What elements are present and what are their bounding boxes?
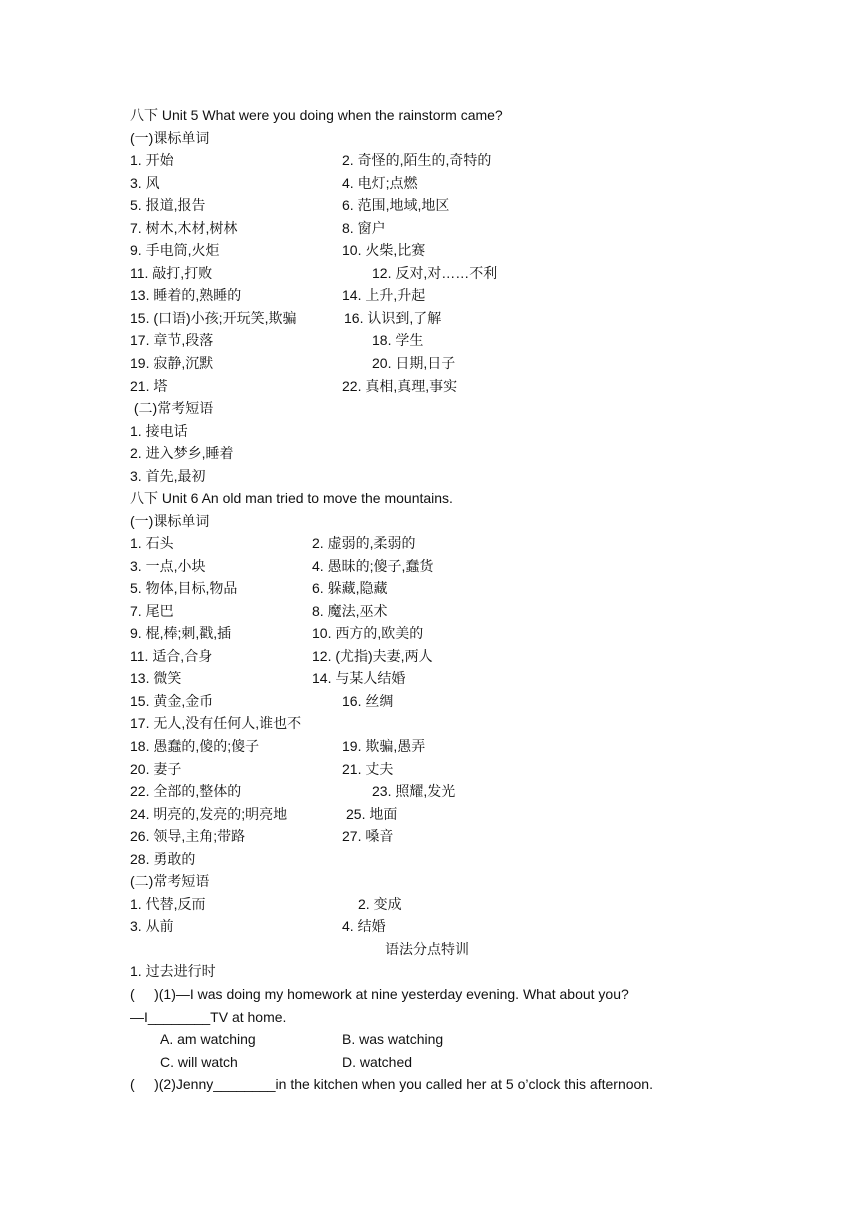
- word-row: [130, 556, 434, 576]
- word-item: 14. 上升,升起: [342, 287, 426, 303]
- phrase-item: 1. 接电话: [130, 423, 188, 439]
- option-d: D. watched: [342, 1054, 413, 1070]
- unit5-phrases-heading: (二)常考短语: [130, 400, 214, 416]
- word-item: 12. 反对,对……不利: [372, 265, 498, 281]
- word-item: 3. 风: [130, 175, 160, 191]
- unit6-title: 八下 Unit 6 An old man tried to move the mountains.: [130, 490, 453, 506]
- word-item: 15. (口语)小孩;开玩笑,欺骗: [130, 310, 297, 326]
- word-row: [130, 691, 394, 711]
- question-2: ( )(2)Jenny________in the kitchen when you called her at 5 o’clock this afternoon.: [130, 1076, 653, 1092]
- word-item: 15. 黄金,金币: [130, 693, 214, 709]
- word-row: [130, 353, 456, 373]
- word-row: [130, 849, 195, 869]
- word-item: 17. 章节,段落: [130, 332, 214, 348]
- word-item: 28. 勇敢的: [130, 851, 196, 867]
- options-row: [130, 1029, 444, 1049]
- word-item: 17. 无人,没有任何人,谁也不: [130, 715, 302, 731]
- unit5-words-heading: (一)课标单词: [130, 130, 210, 146]
- word-row: [130, 713, 301, 733]
- phrase-item: 2. 进入梦乡,睡着: [130, 445, 234, 461]
- word-row: [130, 150, 492, 170]
- word-item: 20. 妻子: [130, 761, 182, 777]
- word-item: 24. 明亮的,发亮的;明亮地: [130, 806, 288, 822]
- word-item: 22. 全部的,整体的: [130, 783, 242, 799]
- unit6-phrases-heading: (二)常考短语: [130, 873, 210, 889]
- word-item: 4. 电灯;点燃: [342, 175, 418, 191]
- question-1-stem: —I________TV at home.: [130, 1009, 287, 1025]
- word-item: 26. 领导,主角;带路: [130, 828, 246, 844]
- word-row: [130, 240, 426, 260]
- word-item: 21. 塔: [130, 378, 168, 394]
- word-row: [130, 781, 456, 801]
- word-row: [130, 533, 416, 553]
- word-item: 1. 开始: [130, 152, 174, 168]
- word-item: 10. 火柴,比赛: [342, 242, 426, 258]
- word-item: 8. 窗户: [342, 220, 386, 236]
- word-item: 23. 照耀,发光: [372, 783, 456, 799]
- grammar-heading: 语法分点特训: [385, 941, 469, 957]
- word-row: [130, 330, 424, 350]
- unit5-title: 八下 Unit 5 What were you doing when the rainstorm came?: [130, 107, 503, 123]
- word-item: 19. 寂静,沉默: [130, 355, 214, 371]
- phrase-item: 4. 结婚: [342, 918, 386, 934]
- word-item: 7. 树木,木材,树林: [130, 220, 238, 236]
- word-item: 5. 物体,目标,物品: [130, 580, 238, 596]
- word-row: [130, 601, 388, 621]
- word-row: [130, 263, 498, 283]
- phrase-row: [130, 894, 402, 914]
- word-row: [130, 218, 386, 238]
- word-item: 25. 地面: [346, 806, 398, 822]
- word-item: 16. 丝绸: [342, 693, 394, 709]
- phrase-item: 3. 首先,最初: [130, 468, 206, 484]
- phrase-item: 1. 代替,反而: [130, 896, 206, 912]
- word-row: [130, 804, 398, 824]
- word-item: 13. 微笑: [130, 670, 182, 686]
- word-item: 20. 日期,日子: [372, 355, 456, 371]
- word-row: [130, 285, 426, 305]
- option-a: A. am watching: [160, 1031, 256, 1047]
- word-item: 14. 与某人结婚: [312, 670, 406, 686]
- word-item: 12. (尤指)夫妻,两人: [312, 648, 433, 664]
- word-row: [130, 668, 406, 688]
- word-row: [130, 826, 394, 846]
- word-item: 13. 睡着的,熟睡的: [130, 287, 242, 303]
- word-item: 3. 一点,小块: [130, 558, 206, 574]
- word-item: 11. 敲打,打败: [130, 265, 213, 281]
- word-item: 8. 魔法,巫术: [312, 603, 388, 619]
- word-item: 6. 范围,地域,地区: [342, 197, 450, 213]
- phrase-item: 2. 变成: [358, 896, 402, 912]
- word-item: 27. 嗓音: [342, 828, 394, 844]
- word-item: 10. 西方的,欧美的: [312, 625, 424, 641]
- word-row: [130, 736, 426, 756]
- word-item: 7. 尾巴: [130, 603, 174, 619]
- word-item: 18. 学生: [372, 332, 424, 348]
- option-b: B. was watching: [342, 1031, 444, 1047]
- word-item: 16. 认识到,了解: [344, 310, 442, 326]
- question-1: ( )(1)—I was doing my homework at nine yesterday evening. What about you?: [130, 986, 629, 1002]
- word-item: 21. 丈夫: [342, 761, 394, 777]
- word-item: 11. 适合,合身: [130, 648, 213, 664]
- word-item: 5. 报道,报告: [130, 197, 206, 213]
- word-item: 19. 欺骗,愚弄: [342, 738, 426, 754]
- option-c: C. will watch: [160, 1054, 238, 1070]
- word-row: [130, 376, 458, 396]
- word-row: [130, 195, 450, 215]
- word-row: [130, 623, 424, 643]
- phrase-row: [130, 916, 386, 936]
- word-item: 18. 愚蠢的,傻的;傻子: [130, 738, 260, 754]
- word-item: 1. 石头: [130, 535, 174, 551]
- word-row: [130, 173, 418, 193]
- grammar-section: 1. 过去进行时: [130, 963, 216, 979]
- word-item: 9. 棍,棒;刺,戳,插: [130, 625, 232, 641]
- word-item: 4. 愚昧的;傻子,蠢货: [312, 558, 434, 574]
- word-row: [130, 578, 388, 598]
- word-item: 9. 手电筒,火炬: [130, 242, 220, 258]
- word-item: 6. 躲藏,隐藏: [312, 580, 388, 596]
- phrase-item: 3. 从前: [130, 918, 174, 934]
- options-row: [130, 1052, 413, 1072]
- word-row: [130, 646, 433, 666]
- word-item: 2. 虚弱的,柔弱的: [312, 535, 416, 551]
- word-item: 22. 真相,真理,事实: [342, 378, 458, 394]
- word-row: [130, 759, 394, 779]
- unit6-words-heading: (一)课标单词: [130, 513, 210, 529]
- word-row: [130, 308, 442, 328]
- word-item: 2. 奇怪的,陌生的,奇特的: [342, 152, 492, 168]
